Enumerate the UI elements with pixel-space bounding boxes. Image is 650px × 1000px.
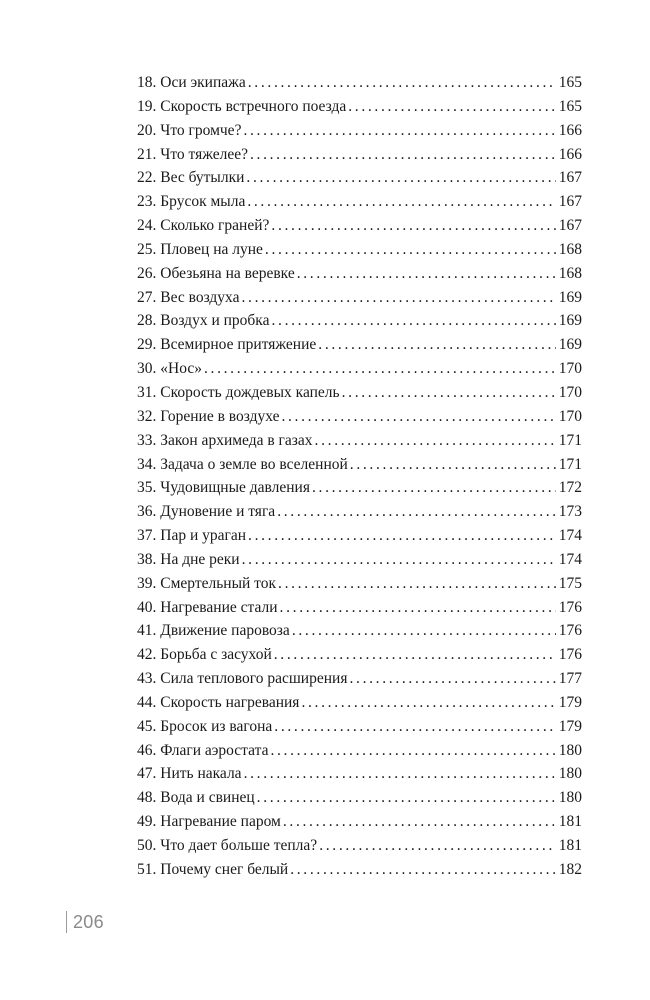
toc-entry[interactable] <box>137 309 582 333</box>
toc-entry-page: 167 <box>558 169 582 187</box>
toc-entry-title: 18. Оси экипажа <box>137 74 246 91</box>
toc-entry[interactable] <box>137 190 582 214</box>
toc-entry-page: 169 <box>558 312 582 330</box>
dot-leader <box>342 381 556 405</box>
toc-entry[interactable] <box>137 214 582 238</box>
toc-entry-page: 170 <box>558 383 582 401</box>
toc-entry-title: 20. Что громче? <box>137 121 242 139</box>
toc-entry-title: 39. Смертельный ток <box>137 574 277 592</box>
toc-entry[interactable] <box>137 405 582 429</box>
dot-leader <box>350 453 556 477</box>
toc-entry[interactable] <box>137 119 582 143</box>
toc-entry[interactable] <box>137 715 582 739</box>
toc-entry[interactable] <box>137 95 582 119</box>
toc-entry-page: 176 <box>558 646 582 664</box>
dot-leader <box>243 119 555 143</box>
dot-leader <box>301 691 555 715</box>
toc-entry[interactable] <box>137 667 582 691</box>
toc-entry-title: 28. Воздух и пробка <box>137 312 270 330</box>
toc-entry[interactable] <box>137 238 582 262</box>
toc-entry[interactable] <box>137 762 582 786</box>
toc-entry-title: 35. Чудовищные давления <box>137 479 310 497</box>
toc-entry[interactable] <box>137 834 582 858</box>
toc-entry[interactable] <box>137 572 582 596</box>
toc-entry[interactable] <box>137 786 582 810</box>
dot-leader <box>248 71 556 95</box>
toc-entry-title: 50. Что дает больше тепла? <box>137 837 318 854</box>
toc-entry-page: 171 <box>558 431 582 449</box>
dot-leader <box>312 476 556 500</box>
toc-entry-title: 42. Борьба с засухой <box>137 646 272 664</box>
dot-leader <box>281 405 555 429</box>
toc-entry[interactable] <box>137 357 582 381</box>
dot-leader <box>315 429 556 453</box>
page-number: 206 <box>73 911 104 932</box>
dot-leader <box>349 667 555 691</box>
toc-entry-page: 166 <box>558 145 582 163</box>
dot-leader <box>242 548 556 572</box>
toc-entry-title: 45. Бросок из вагона <box>137 717 273 735</box>
dot-leader <box>274 643 556 667</box>
dot-leader <box>270 739 555 763</box>
toc-entry-page: 169 <box>558 336 582 354</box>
toc-entry-title: 33. Закон архимеда в газах <box>137 431 313 449</box>
dot-leader <box>318 333 555 357</box>
toc-entry-page: 165 <box>558 74 582 91</box>
toc-entry-title: 38. На дне реки <box>137 550 240 568</box>
dot-leader <box>280 596 556 620</box>
toc-entry[interactable] <box>137 71 582 95</box>
toc-entry-page: 172 <box>558 479 582 497</box>
toc-entry-page: 165 <box>558 97 582 115</box>
toc-entry-title: 27. Вес воздуха <box>137 288 240 306</box>
toc-entry-title: 26. Обезьяна на веревке <box>137 264 295 282</box>
dot-leader <box>246 166 555 190</box>
dot-leader <box>319 834 556 858</box>
toc-entry-page: 176 <box>558 598 582 616</box>
toc-entry-title: 43. Сила теплового расширения <box>137 670 348 688</box>
toc-entry-title: 36. Дуновение и тяга <box>137 503 276 521</box>
dot-leader <box>257 786 556 810</box>
footer-divider <box>66 911 67 933</box>
toc-entry-title: 19. Скорость встречного поезда <box>137 97 347 115</box>
toc-entry[interactable] <box>137 858 582 882</box>
dot-leader <box>244 762 556 786</box>
toc-entry-page: 167 <box>558 217 582 235</box>
dot-leader <box>265 238 556 262</box>
toc-entry[interactable] <box>137 453 582 477</box>
dot-leader <box>250 143 556 167</box>
toc-entry-page: 174 <box>558 550 582 568</box>
toc-entry-title: 51. Почему снег белый <box>137 860 289 878</box>
toc-entry-page: 167 <box>558 193 582 211</box>
toc-entry[interactable] <box>137 500 582 524</box>
toc-entry[interactable] <box>137 619 582 643</box>
toc-entry-title: 46. Флаги аэростата <box>137 741 269 759</box>
toc-entry-page: 179 <box>558 717 582 735</box>
toc-entry-title: 48. Вода и свинец <box>137 789 255 807</box>
toc-entry-title: 47. Нить накала <box>137 765 242 783</box>
toc-entry-title: 32. Горение в воздухе <box>137 407 280 425</box>
toc-entry-title: 25. Пловец на луне <box>137 240 263 258</box>
toc-entry[interactable] <box>137 429 582 453</box>
toc-entry-title: 21. Что тяжелее? <box>137 145 248 163</box>
toc-entry[interactable] <box>137 548 582 572</box>
dot-leader <box>274 715 555 739</box>
toc-entry-page: 182 <box>558 860 582 878</box>
dot-leader <box>283 810 556 834</box>
toc-entry-page: 181 <box>558 837 582 854</box>
toc-entry[interactable] <box>137 810 582 834</box>
toc-entry-title: 30. «Нос» <box>137 360 202 378</box>
toc-entry[interactable] <box>137 691 582 715</box>
toc-entry-page: 181 <box>558 813 582 831</box>
toc-entry[interactable] <box>137 166 582 190</box>
dot-leader <box>247 190 555 214</box>
toc-entry-title: 41. Движение паровоза <box>137 622 290 640</box>
toc-entry[interactable] <box>137 643 582 667</box>
dot-leader <box>278 572 556 596</box>
dot-leader <box>271 309 555 333</box>
toc-entry-page: 171 <box>558 455 582 473</box>
dot-leader <box>348 95 556 119</box>
dot-leader <box>277 500 556 524</box>
toc-entry-title: 44. Скорость нагревания <box>137 693 300 711</box>
table-of-contents <box>137 71 582 882</box>
toc-entry-title: 37. Пар и ураган <box>137 527 247 545</box>
toc-entry-page: 170 <box>558 407 582 425</box>
toc-entry-page: 168 <box>558 240 582 258</box>
dot-leader <box>271 214 555 238</box>
toc-entry-page: 180 <box>558 765 582 783</box>
toc-entry[interactable] <box>137 143 582 167</box>
toc-entry-title: 40. Нагревание стали <box>137 598 278 616</box>
toc-entry-page: 180 <box>558 741 582 759</box>
toc-entry-page: 179 <box>558 693 582 711</box>
toc-entry-page: 168 <box>558 264 582 282</box>
dot-leader <box>290 858 556 882</box>
toc-entry[interactable] <box>137 262 582 286</box>
toc-entry-title: 49. Нагревание паром <box>137 813 281 831</box>
toc-entry-page: 174 <box>558 527 582 545</box>
page-footer <box>66 910 104 934</box>
toc-entry-page: 170 <box>558 360 582 378</box>
dot-leader <box>248 524 556 548</box>
toc-entry[interactable] <box>137 381 582 405</box>
toc-entry-title: 24. Сколько граней? <box>137 217 270 235</box>
toc-entry[interactable] <box>137 524 582 548</box>
toc-entry[interactable] <box>137 333 582 357</box>
toc-entry-page: 166 <box>558 121 582 139</box>
dot-leader <box>204 357 556 381</box>
toc-entry-page: 177 <box>558 670 582 688</box>
toc-entry-page: 175 <box>558 574 582 592</box>
dot-leader <box>297 262 556 286</box>
toc-entry-title: 29. Всемирное притяжение <box>137 336 317 354</box>
toc-entry[interactable] <box>137 596 582 620</box>
toc-entry-page: 176 <box>558 622 582 640</box>
toc-entry-title: 22. Вес бутылки <box>137 169 245 187</box>
toc-entry-title: 34. Задача о земле во вселенной <box>137 455 348 473</box>
dot-leader <box>241 286 555 310</box>
toc-entry[interactable] <box>137 476 582 500</box>
toc-entry[interactable] <box>137 286 582 310</box>
toc-entry-page: 169 <box>558 288 582 306</box>
toc-entry[interactable] <box>137 739 582 763</box>
toc-entry-page: 173 <box>558 503 582 521</box>
toc-entry-title: 23. Брусок мыла <box>137 193 246 211</box>
toc-entry-title: 31. Скорость дождевых капель <box>137 383 340 401</box>
toc-entry-page: 180 <box>558 789 582 807</box>
dot-leader <box>292 619 556 643</box>
